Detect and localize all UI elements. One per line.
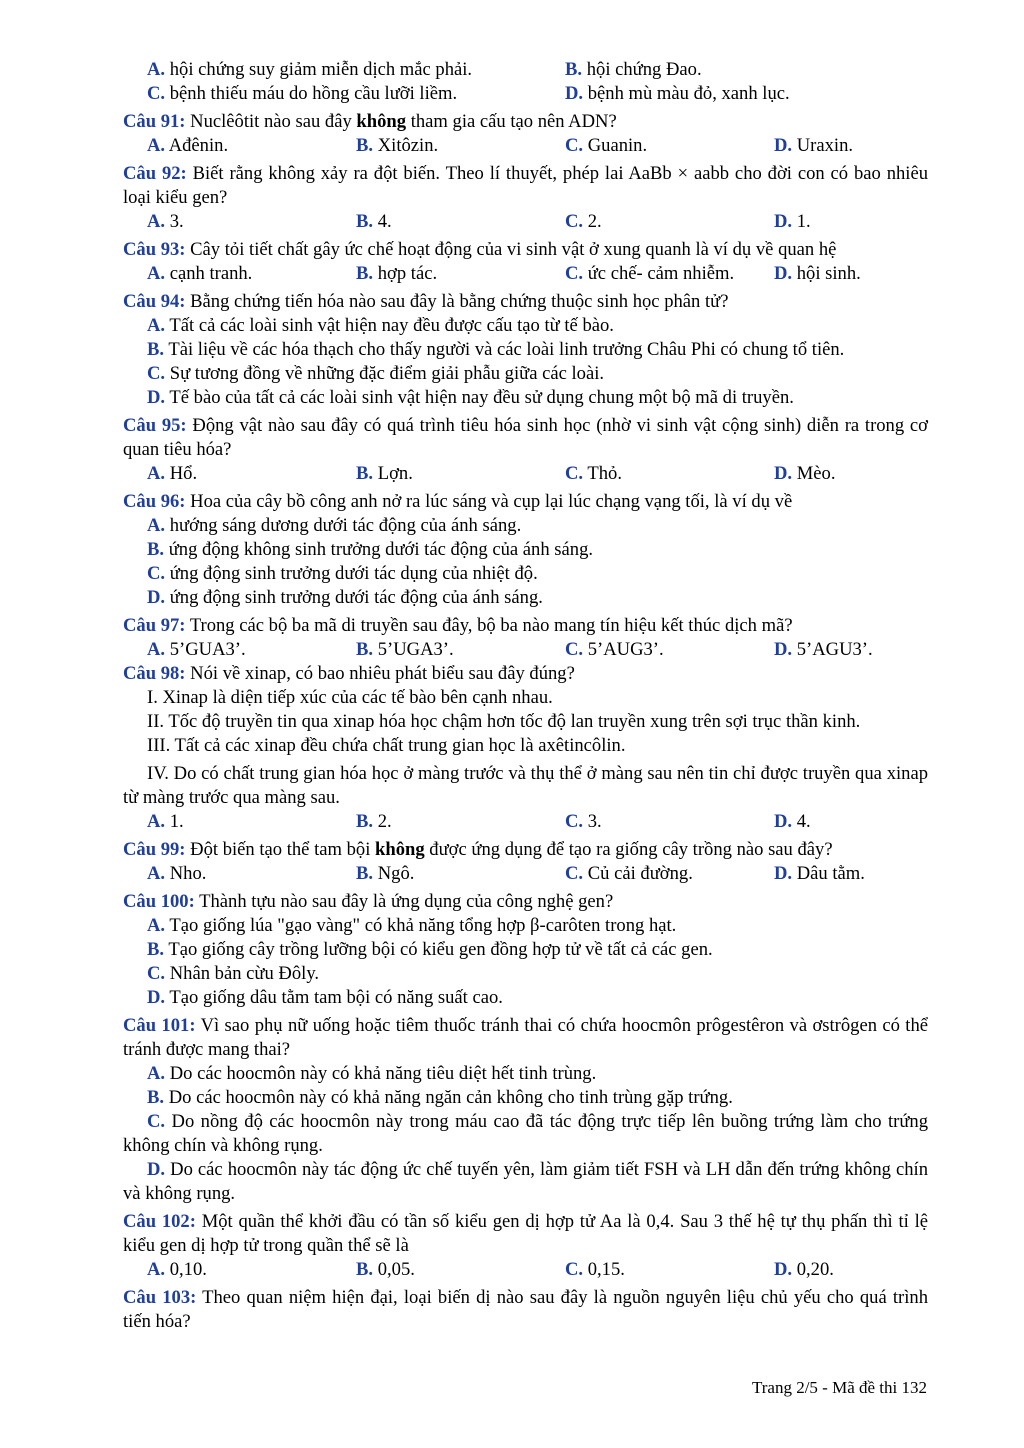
question-93 — [123, 238, 928, 286]
option-b: B. hợp tác. — [356, 263, 438, 284]
question-stem: Câu 93: Cây tỏi tiết chất gây ức chế hoạt động của vi sinh vật ở xung quanh là ví dụ về quan hệ — [123, 239, 837, 260]
option-row — [123, 810, 928, 834]
option-d: D. 1. — [774, 211, 811, 232]
option-row — [123, 82, 928, 106]
option-b: B. Tài liệu về các hóa thạch cho thấy người và các loài linh trưởng Châu Phi có chung tổ tiên. — [147, 339, 845, 360]
option-b: B. 4. — [356, 211, 392, 232]
option-c: C. ứng động sinh trưởng dưới tác dụng của nhiệt độ. — [147, 563, 538, 584]
option-d: D. hội sinh. — [774, 263, 861, 284]
statement-3: III. Tất cả các xinap đều chứa chất trung gian học là axêtincôlin. — [147, 735, 626, 756]
question-stem: Câu 96: Hoa của cây bồ công anh nở ra lúc sáng và cụp lại lúc chạng vạng tối, là ví dụ về — [123, 491, 793, 512]
option-row — [123, 638, 928, 662]
question-stem: Câu 98: Nói về xinap, có bao nhiêu phát biểu sau đây đúng? — [123, 663, 575, 684]
option-a: A. Do các hoocmôn này có khả năng tiêu diệt hết tinh trùng. — [147, 1063, 597, 1084]
question-stem: Câu 103: Theo quan niệm hiện đại, loại biến dị nào sau đây là nguồn nguyên liệu chủ yếu cho quá trình tiến hóa? — [123, 1287, 928, 1332]
option-d: D. Tạo giống dâu tằm tam bội có năng suất cao. — [147, 987, 503, 1008]
option-b: B. hội chứng Đao. — [565, 59, 702, 80]
option-b: B. Lợn. — [356, 463, 413, 484]
exam-page-content — [123, 58, 928, 1334]
question-94 — [123, 290, 928, 410]
option-b: B. 2. — [356, 811, 392, 832]
statement-1: I. Xinap là diện tiếp xúc của các tế bào bên cạnh nhau. — [147, 687, 553, 708]
option-c: C. bệnh thiếu máu do hồng cầu lưỡi liềm. — [147, 83, 458, 104]
option-a: A. Tạo giống lúa "gạo vàng" có khả năng tổng hợp β-carôten trong hạt. — [147, 915, 677, 936]
option-b: B. Tạo giống cây trồng lưỡng bội có kiểu gen đồng hợp tử về tất cả các gen. — [147, 939, 713, 960]
option-d: D. Uraxin. — [774, 135, 854, 156]
statement-2: II. Tốc độ truyền tin qua xinap hóa học chậm hơn tốc độ lan truyền xung trên sợi trục thần kinh. — [147, 711, 861, 732]
option-d: D. 0,20. — [774, 1259, 834, 1280]
option-c: C. Củ cải đường. — [565, 863, 693, 884]
question-stem: Câu 95: Động vật nào sau đây có quá trình tiêu hóa sinh học (nhờ vi sinh vật cộng sinh) diễn ra trong cơ quan tiêu hóa? — [123, 415, 929, 460]
option-d: D. Tế bào của tất cả các loài sinh vật hiện nay đều sử dụng chung một bộ mã di truyền. — [147, 387, 794, 408]
option-d: D. Do các hoocmôn này tác động ức chế tuyến yên, làm giảm tiết FSH và LH dẫn đến trứng không chín và không rụng. — [123, 1159, 928, 1204]
question-103 — [123, 1286, 928, 1334]
option-a: A. 3. — [147, 211, 184, 232]
question-99 — [123, 838, 928, 886]
option-a: A. Tất cả các loài sinh vật hiện nay đều được cấu tạo từ tế bào. — [147, 315, 614, 336]
option-c: C. 0,15. — [565, 1259, 625, 1280]
option-a: A. 5’GUA3’. — [147, 639, 246, 660]
option-row — [123, 134, 928, 158]
option-d: D. 5’AGU3’. — [774, 639, 873, 660]
option-a: A. 1. — [147, 811, 184, 832]
question-102 — [123, 1210, 928, 1282]
question-stem: Câu 100: Thành tựu nào sau đây là ứng dụng của công nghệ gen? — [123, 891, 614, 912]
option-row — [123, 862, 928, 886]
option-a: A. Hổ. — [147, 463, 198, 484]
option-d: D. bệnh mù màu đỏ, xanh lục. — [565, 83, 790, 104]
option-d: D. 4. — [774, 811, 811, 832]
question-96 — [123, 490, 928, 610]
option-row — [123, 462, 928, 486]
option-a: A. Ađênin. — [147, 135, 229, 156]
option-c: C. Do nồng độ các hoocmôn này trong máu cao đã tác động trực tiếp lên buồng trứng làm cho trứng không chín và không rụng. — [123, 1111, 928, 1156]
option-b: B. 0,05. — [356, 1259, 415, 1280]
statement-4: IV. Do có chất trung gian hóa học ở màng trước và thụ thể ở màng sau nên tin chỉ được truyền qua xinap từ màng trước qua màng sau. — [123, 763, 928, 808]
question-97 — [123, 614, 928, 662]
option-row — [123, 58, 928, 82]
option-c: C. 3. — [565, 811, 602, 832]
option-c: C. Guanin. — [565, 135, 648, 156]
question-91 — [123, 110, 928, 158]
option-a: A. cạnh tranh. — [147, 263, 253, 284]
option-row — [123, 210, 928, 234]
option-c: C. Sự tương đồng về những đặc điểm giải phẫu giữa các loài. — [147, 363, 605, 384]
option-a: A. hội chứng suy giảm miễn dịch mắc phải. — [147, 59, 473, 80]
option-b: B. 5’UGA3’. — [356, 639, 454, 660]
question-98 — [123, 662, 928, 834]
option-b: B. Xitôzin. — [356, 135, 439, 156]
option-c: C. Thỏ. — [565, 463, 622, 484]
option-a: A. 0,10. — [147, 1259, 207, 1280]
question-stem: Câu 99: Đột biến tạo thể tam bội không được ứng dụng để tạo ra giống cây trồng nào sau đây? — [123, 839, 833, 860]
option-row — [123, 1258, 928, 1282]
option-row — [123, 262, 928, 286]
page-footer: Trang 2/5 - Mã đề thi 132 — [751, 1378, 927, 1397]
option-b: B. ứng động không sinh trưởng dưới tác động của ánh sáng. — [147, 539, 594, 560]
option-d: D. Dâu tằm. — [774, 863, 865, 884]
option-c: C. 5’AUG3’. — [565, 639, 664, 660]
question-stem: Câu 97: Trong các bộ ba mã di truyền sau đây, bộ ba nào mang tín hiệu kết thúc dịch mã? — [123, 615, 793, 636]
question-101 — [123, 1014, 928, 1206]
option-d: D. ứng động sinh trưởng dưới tác động của ánh sáng. — [147, 587, 543, 608]
option-c: C. ức chế- cảm nhiễm. — [565, 263, 735, 284]
question-92 — [123, 162, 928, 234]
question-stem: Câu 94: Bằng chứng tiến hóa nào sau đây là bằng chứng thuộc sinh học phân tử? — [123, 291, 729, 312]
option-d: D. Mèo. — [774, 463, 836, 484]
question-100 — [123, 890, 928, 1010]
prev-question-options — [123, 58, 928, 106]
option-b: B. Do các hoocmôn này có khả năng ngăn cản không cho tinh trùng gặp trứng. — [147, 1087, 733, 1108]
option-a: A. hướng sáng dương dưới tác động của ánh sáng. — [147, 515, 522, 536]
question-stem: Câu 102: Một quần thể khởi đầu có tần số kiểu gen dị hợp tử Aa là 0,4. Sau 3 thế hệ tự thụ phấn thì tỉ lệ kiểu gen dị hợp tử trong quần thể sẽ là — [123, 1211, 928, 1256]
option-c: C. Nhân bản cừu Đôly. — [147, 963, 320, 984]
question-stem: Câu 92: Biết rằng không xảy ra đột biến. Theo lí thuyết, phép lai AaBb × aabb cho đời con có bao nhiêu loại kiểu gen? — [123, 163, 929, 208]
question-stem: Câu 101: Vì sao phụ nữ uống hoặc tiêm thuốc tránh thai có chứa hoocmôn prôgestêron và ơstrôgen có thể tránh được mang thai? — [123, 1015, 929, 1060]
option-a: A. Nho. — [147, 863, 207, 884]
option-b: B. Ngô. — [356, 863, 415, 884]
question-95 — [123, 414, 928, 486]
option-c: C. 2. — [565, 211, 602, 232]
question-stem: Câu 91: Nuclêôtit nào sau đây không tham gia cấu tạo nên ADN? — [123, 111, 617, 132]
